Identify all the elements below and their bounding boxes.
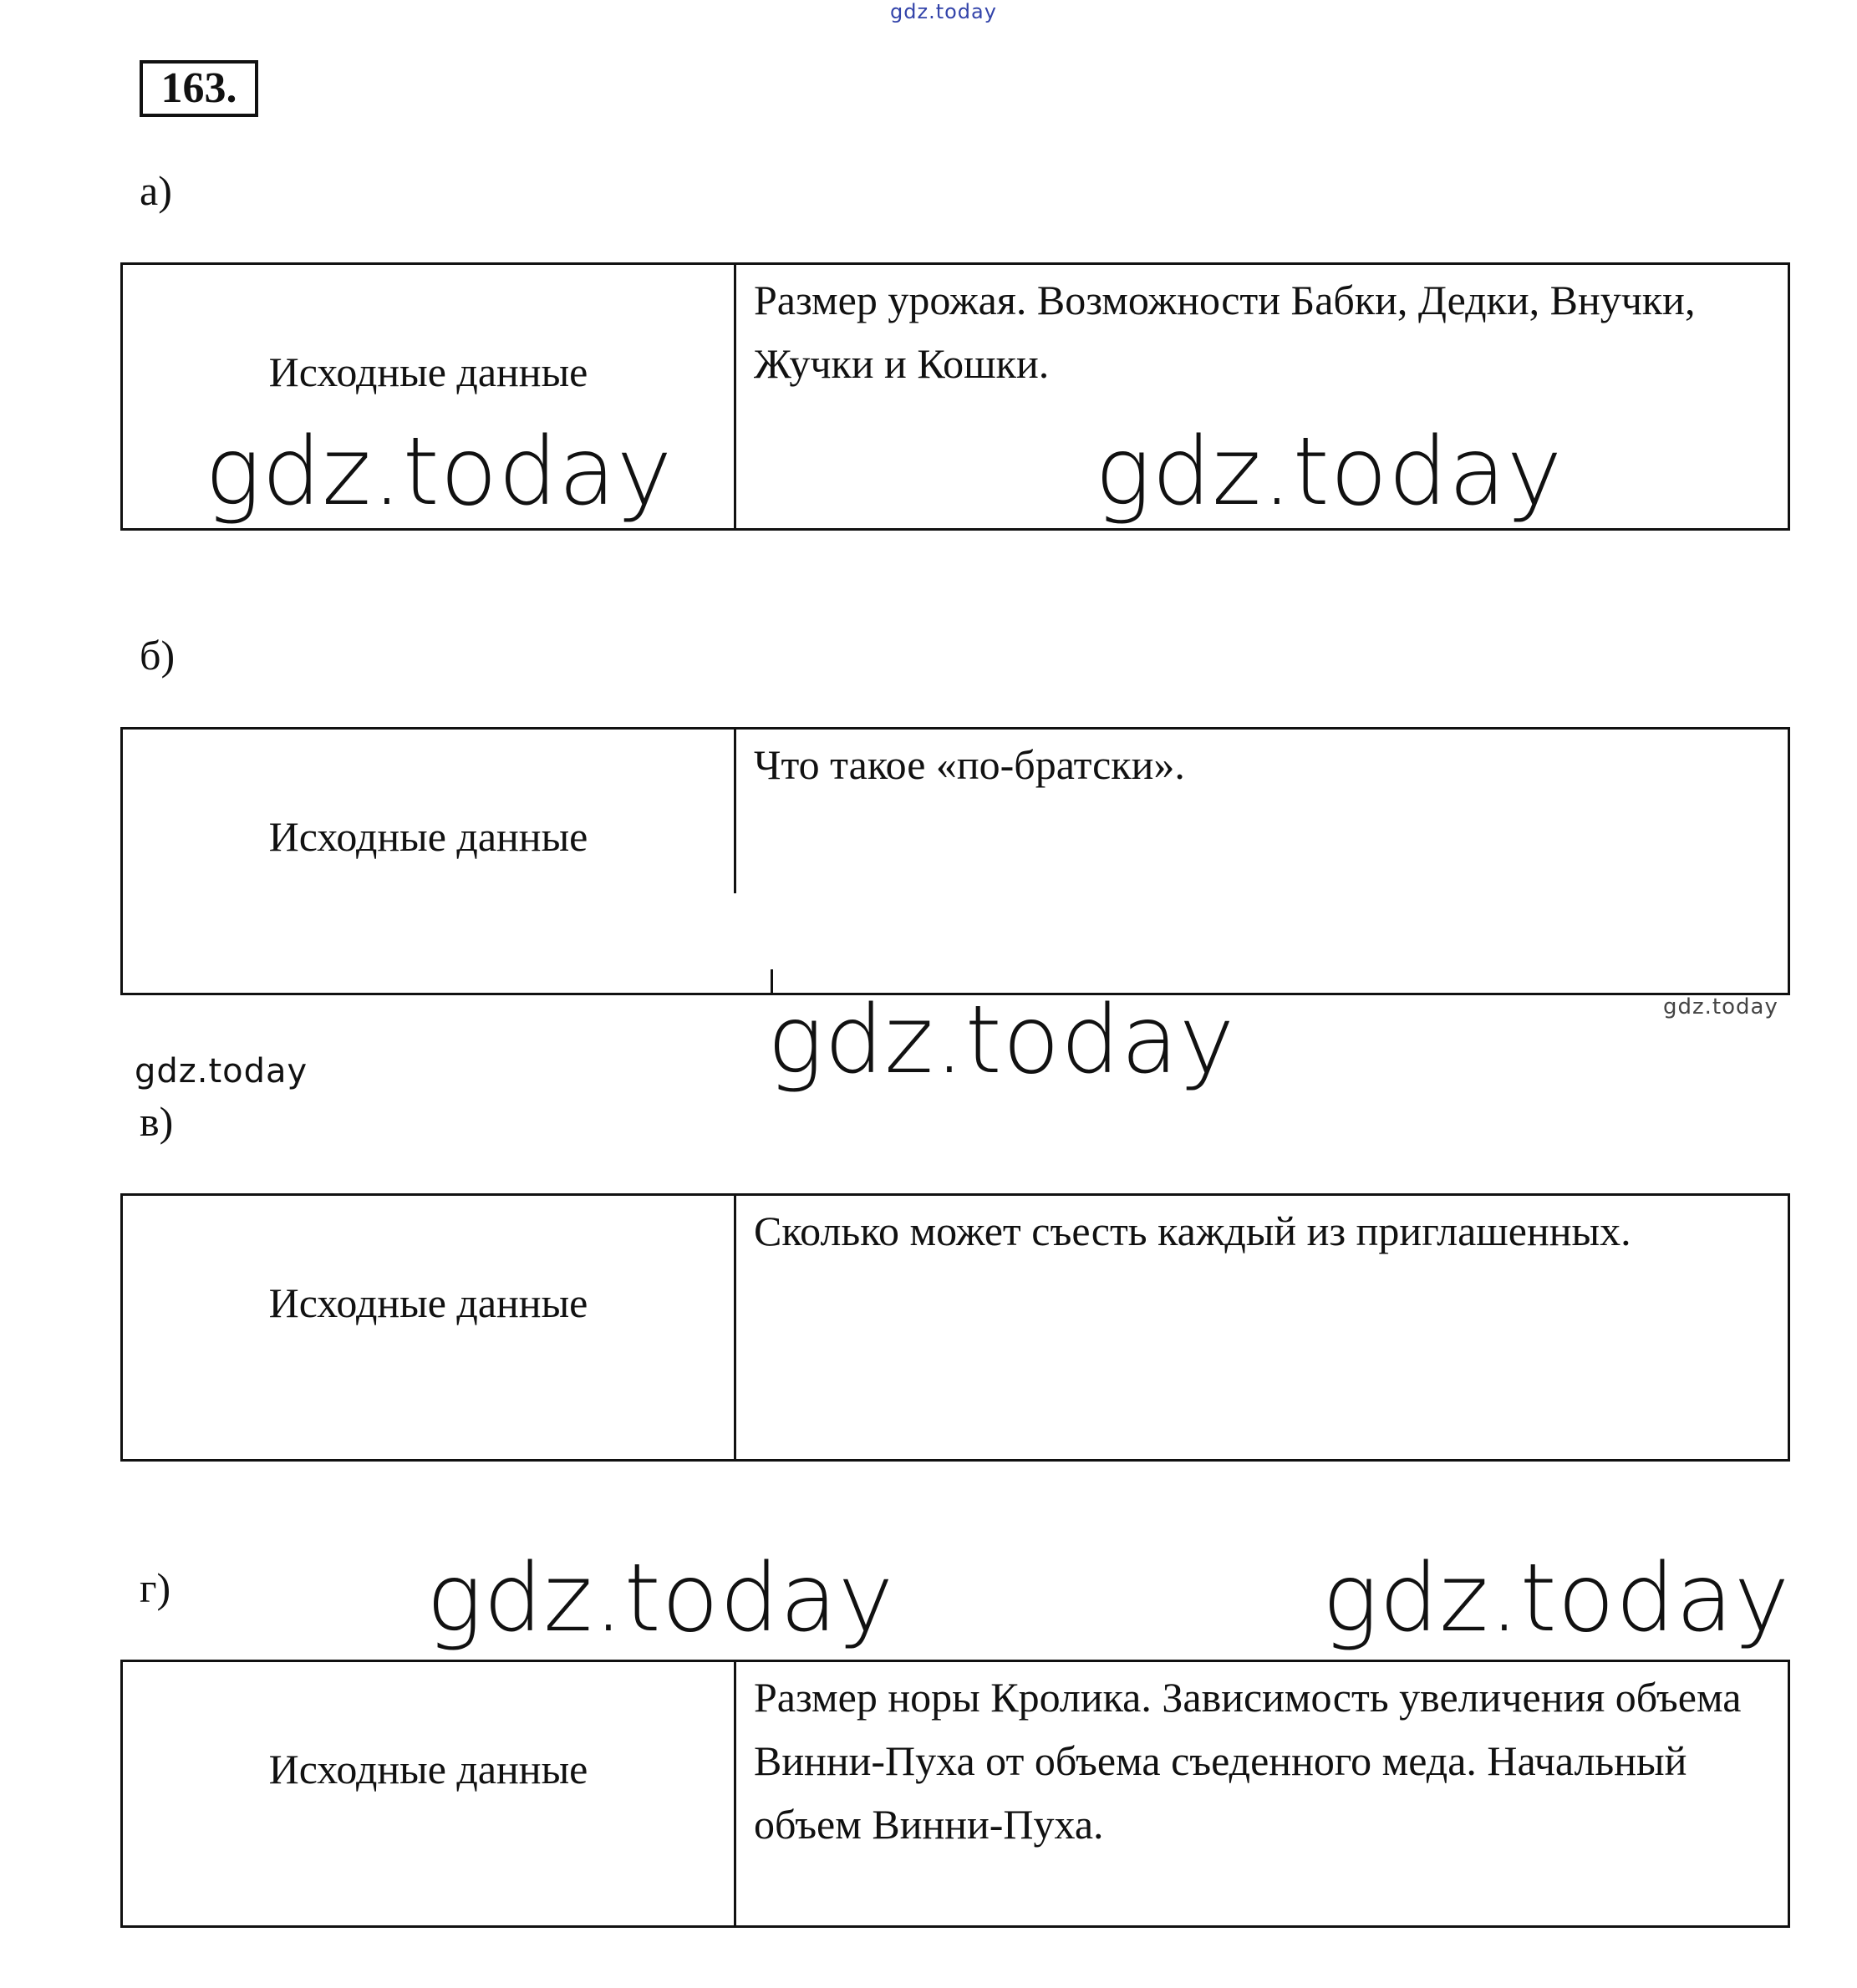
- left-cell-c: [123, 1196, 734, 1459]
- column-divider-a: [734, 265, 736, 528]
- part-label-d: г): [140, 1564, 171, 1611]
- table-part-d: [120, 1660, 1790, 1928]
- right-cell-a-text: Размер урожая. Возможности Бабки, Дедки, Внучки, Жучки и Кошки.: [754, 277, 1696, 387]
- watermark-b-center: gdz.today: [767, 986, 1236, 1095]
- right-cell-b-text: Что такое «по-братски».: [754, 741, 1185, 788]
- table-part-c: [120, 1193, 1790, 1462]
- left-cell-b: [123, 730, 734, 993]
- left-cell-b-text: Исходные данные: [268, 813, 588, 860]
- watermark-a-right: gdz.today: [1095, 418, 1564, 526]
- part-label-b: б): [140, 632, 176, 679]
- part-label-c: в): [140, 1098, 174, 1145]
- column-divider-c: [734, 1196, 736, 1459]
- left-cell-d: [123, 1662, 734, 1925]
- right-cell-d-text: Размер норы Кролика. Зависимость увеличения объема Винни-Пуха от объема съеденного меда. Начальный объем Винни-Пуха.: [754, 1674, 1742, 1848]
- watermark-b-small-right: gdz.today: [1663, 994, 1778, 1019]
- watermark-b-small-left: gdz.today: [135, 1052, 308, 1091]
- task-number: 163.: [140, 60, 258, 117]
- left-cell-a-text: Исходные данные: [268, 348, 588, 395]
- watermark-d-left: gdz.today: [426, 1544, 895, 1653]
- left-cell-d-text: Исходные данные: [268, 1746, 588, 1792]
- column-divider-b: [734, 730, 736, 893]
- right-cell-c-text: Сколько может съесть каждый из приглашенных.: [754, 1208, 1631, 1254]
- part-label-a: а): [140, 167, 172, 214]
- watermark-a-left: gdz.today: [205, 418, 674, 526]
- watermark-top: gdz.today: [890, 0, 997, 23]
- column-divider-d: [734, 1662, 736, 1925]
- table-part-b: [120, 727, 1790, 995]
- left-cell-c-text: Исходные данные: [268, 1279, 588, 1326]
- watermark-d-right: gdz.today: [1322, 1544, 1791, 1653]
